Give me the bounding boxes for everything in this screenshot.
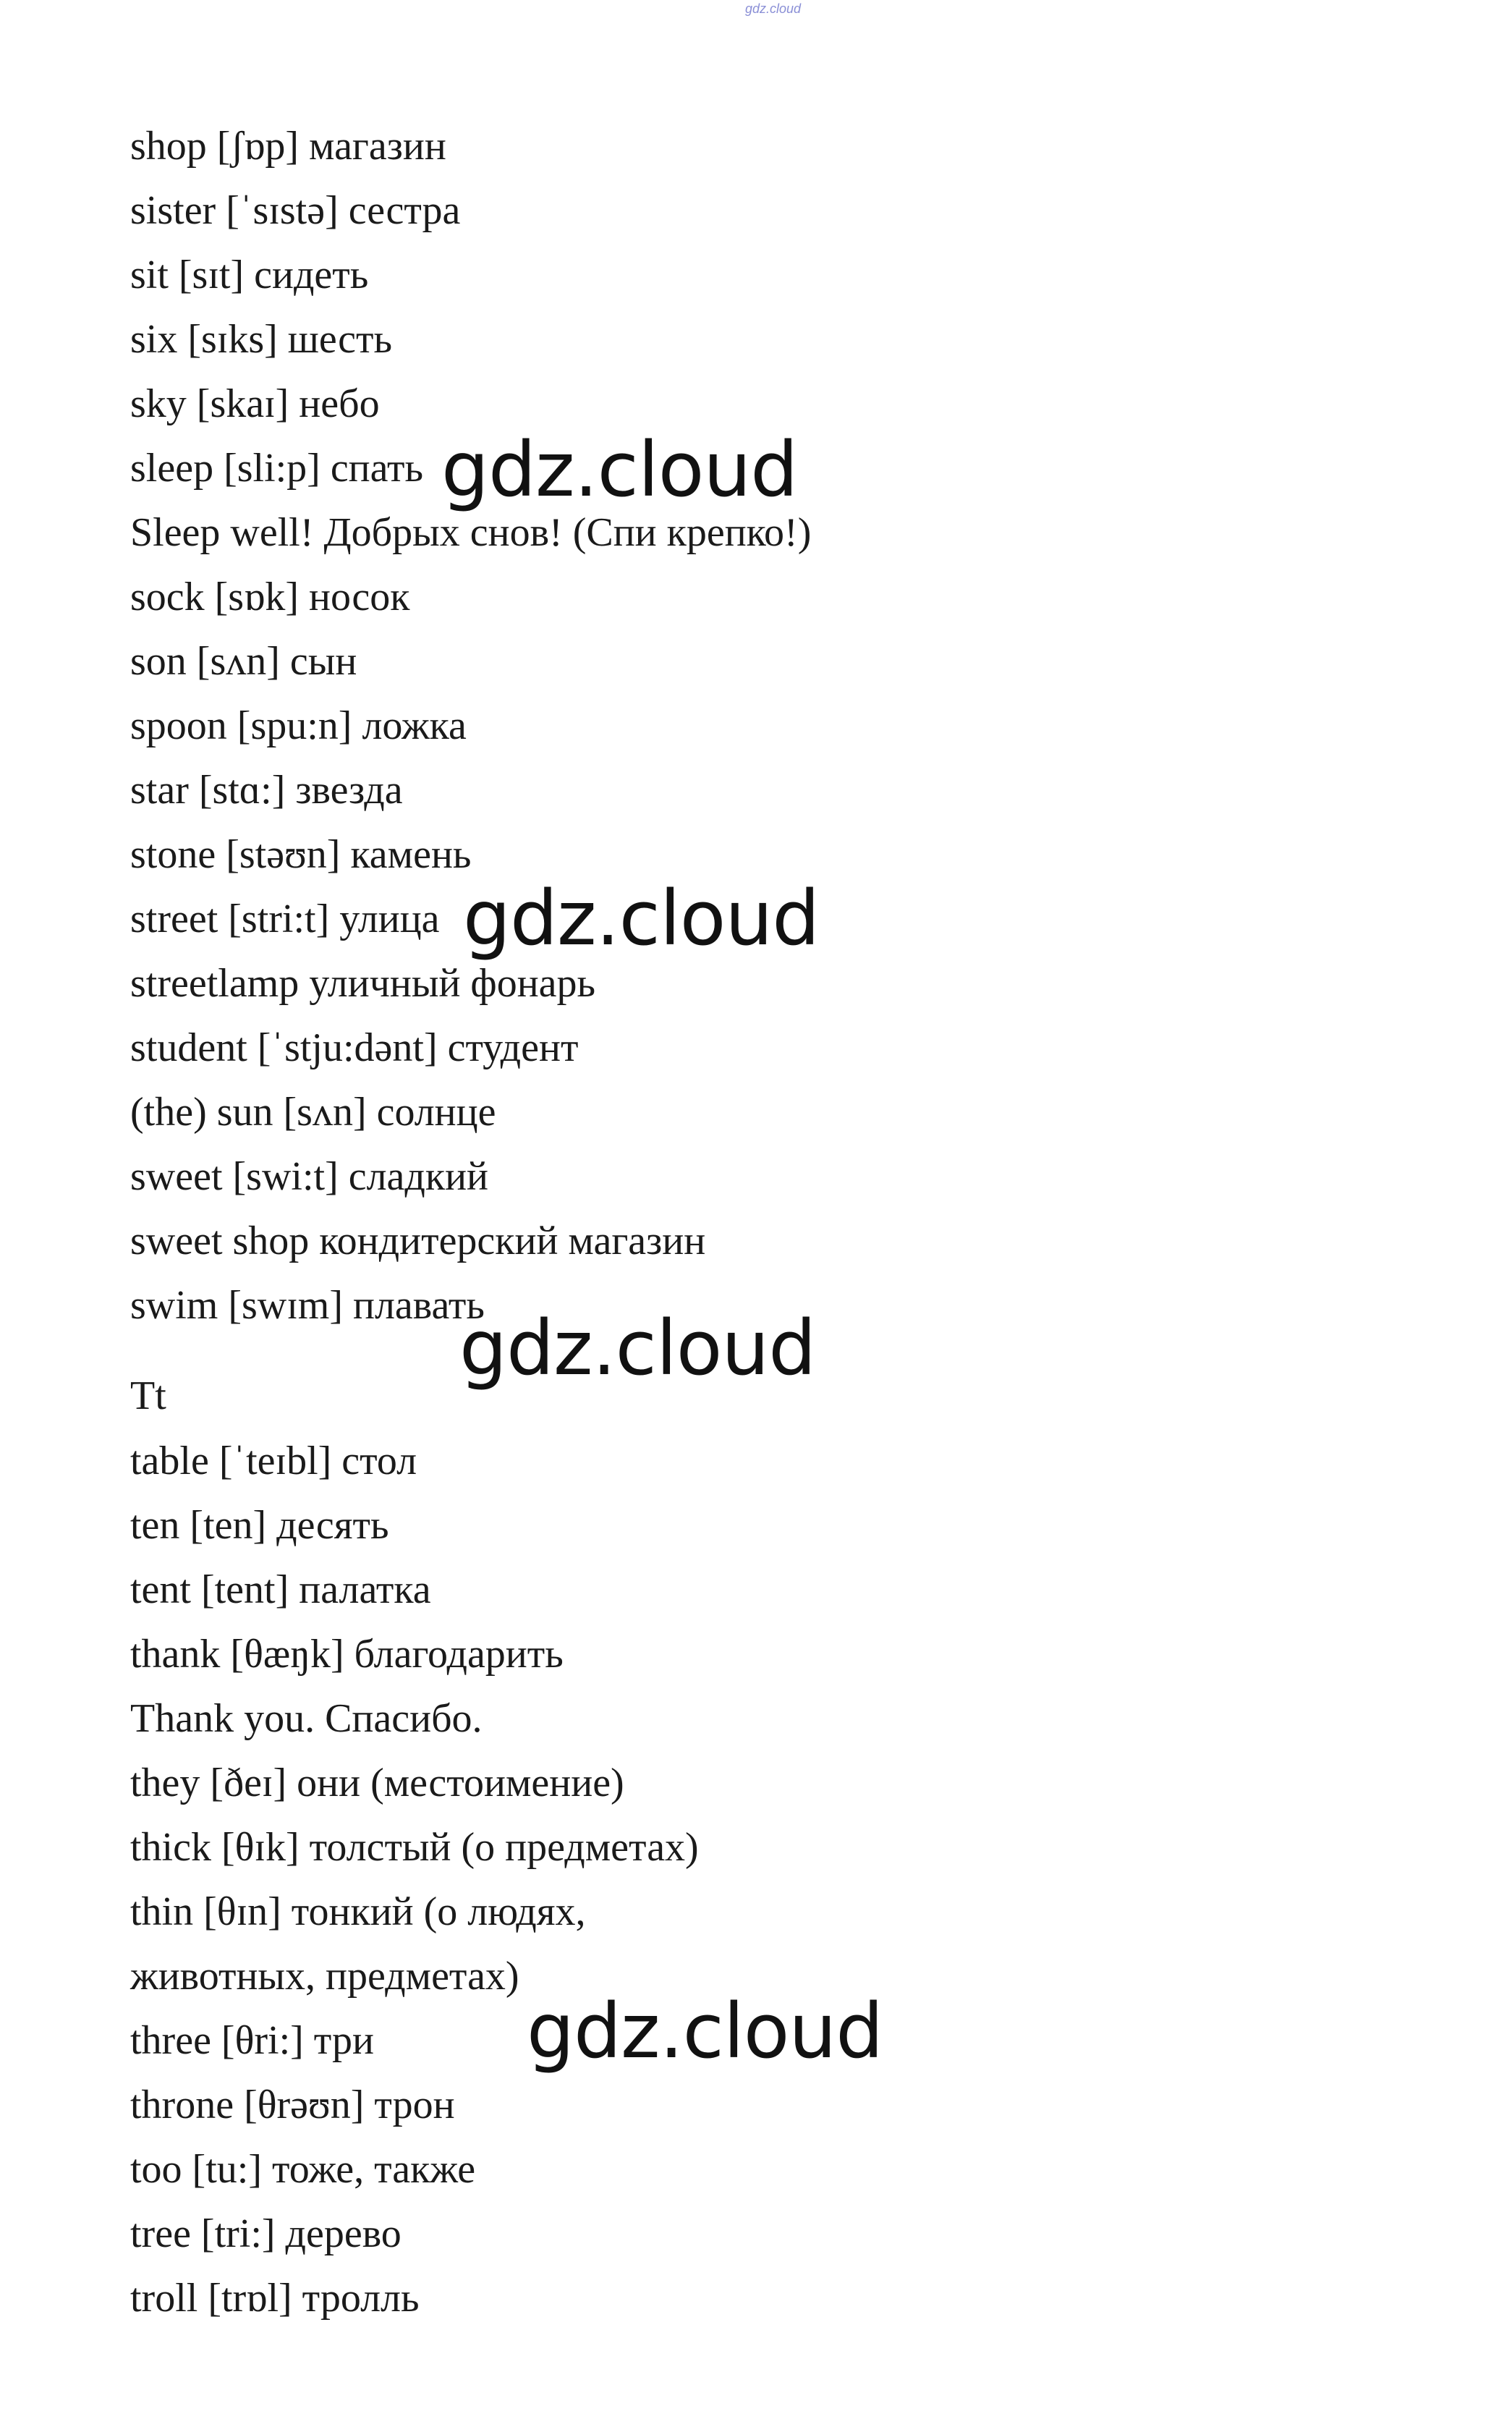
list-item: ten [ten] десять <box>130 1503 389 1548</box>
list-item: street [stri:t] улица <box>130 897 440 941</box>
list-item: spoon [spu:n] ложка <box>130 703 467 748</box>
list-item: student [ˈstju:dənt] студент <box>130 1025 579 1070</box>
list-item: sister [ˈsɪstə] сестра <box>130 188 461 233</box>
watermark: gdz.cloud <box>459 1304 816 1392</box>
list-item: sock [sɒk] носок <box>130 575 410 619</box>
list-item: sky [skaɪ] небо <box>130 381 380 426</box>
list-item: stone [stəʊn] камень <box>130 832 472 877</box>
watermark: gdz.cloud <box>463 874 820 962</box>
list-item: Sleep well! Добрых снов! (Спи крепко!) <box>130 510 812 555</box>
list-item: thin [θɪn] тонкий (о людях, <box>130 1889 586 1934</box>
list-item: three [θri:] три <box>130 2018 374 2063</box>
list-item: table [ˈteɪbl] стол <box>130 1439 417 1483</box>
top-watermark: gdz.cloud <box>745 1 802 16</box>
list-item: swim [swɪm] плавать <box>130 1283 485 1328</box>
list-item: sweet shop кондитерский магазин <box>130 1219 706 1263</box>
list-item: Thank you. Спасибо. <box>130 1696 483 1741</box>
list-item: thick [θɪk] толстый (о предметах) <box>130 1825 699 1870</box>
list-item: (the) sun [sʌn] солнце <box>130 1090 496 1135</box>
list-item: son [sʌn] сын <box>130 639 357 684</box>
list-item: sit [sɪt] сидеть <box>130 253 369 297</box>
list-item: tent [tent] палатка <box>130 1567 431 1612</box>
list-item: tree [tri:] дерево <box>130 2211 402 2256</box>
list-item: star [stɑ:] звезда <box>130 768 403 813</box>
list-item: too [tu:] тоже, также <box>130 2147 476 2192</box>
watermark: gdz.cloud <box>441 425 798 514</box>
list-item: six [sɪks] шесть <box>130 317 393 362</box>
list-item: животных, предметах) <box>130 1954 519 1999</box>
list-item: thank [θæŋk] благодарить <box>130 1632 564 1677</box>
list-item: streetlamp уличный фонарь <box>130 961 596 1006</box>
list-item: shop [ʃɒp] магазин <box>130 124 446 169</box>
list-item: they [ðeɪ] они (местоимение) <box>130 1761 624 1805</box>
list-item: sleep [sli:p] спать <box>130 446 424 491</box>
watermark: gdz.cloud <box>527 1987 883 2075</box>
list-item: troll [trɒl] тролль <box>130 2276 420 2321</box>
list-item: sweet [swi:t] сладкий <box>130 1154 489 1199</box>
list-item: throne [θrəʊn] трон <box>130 2083 455 2127</box>
section-letter: Tt <box>130 1373 166 1418</box>
